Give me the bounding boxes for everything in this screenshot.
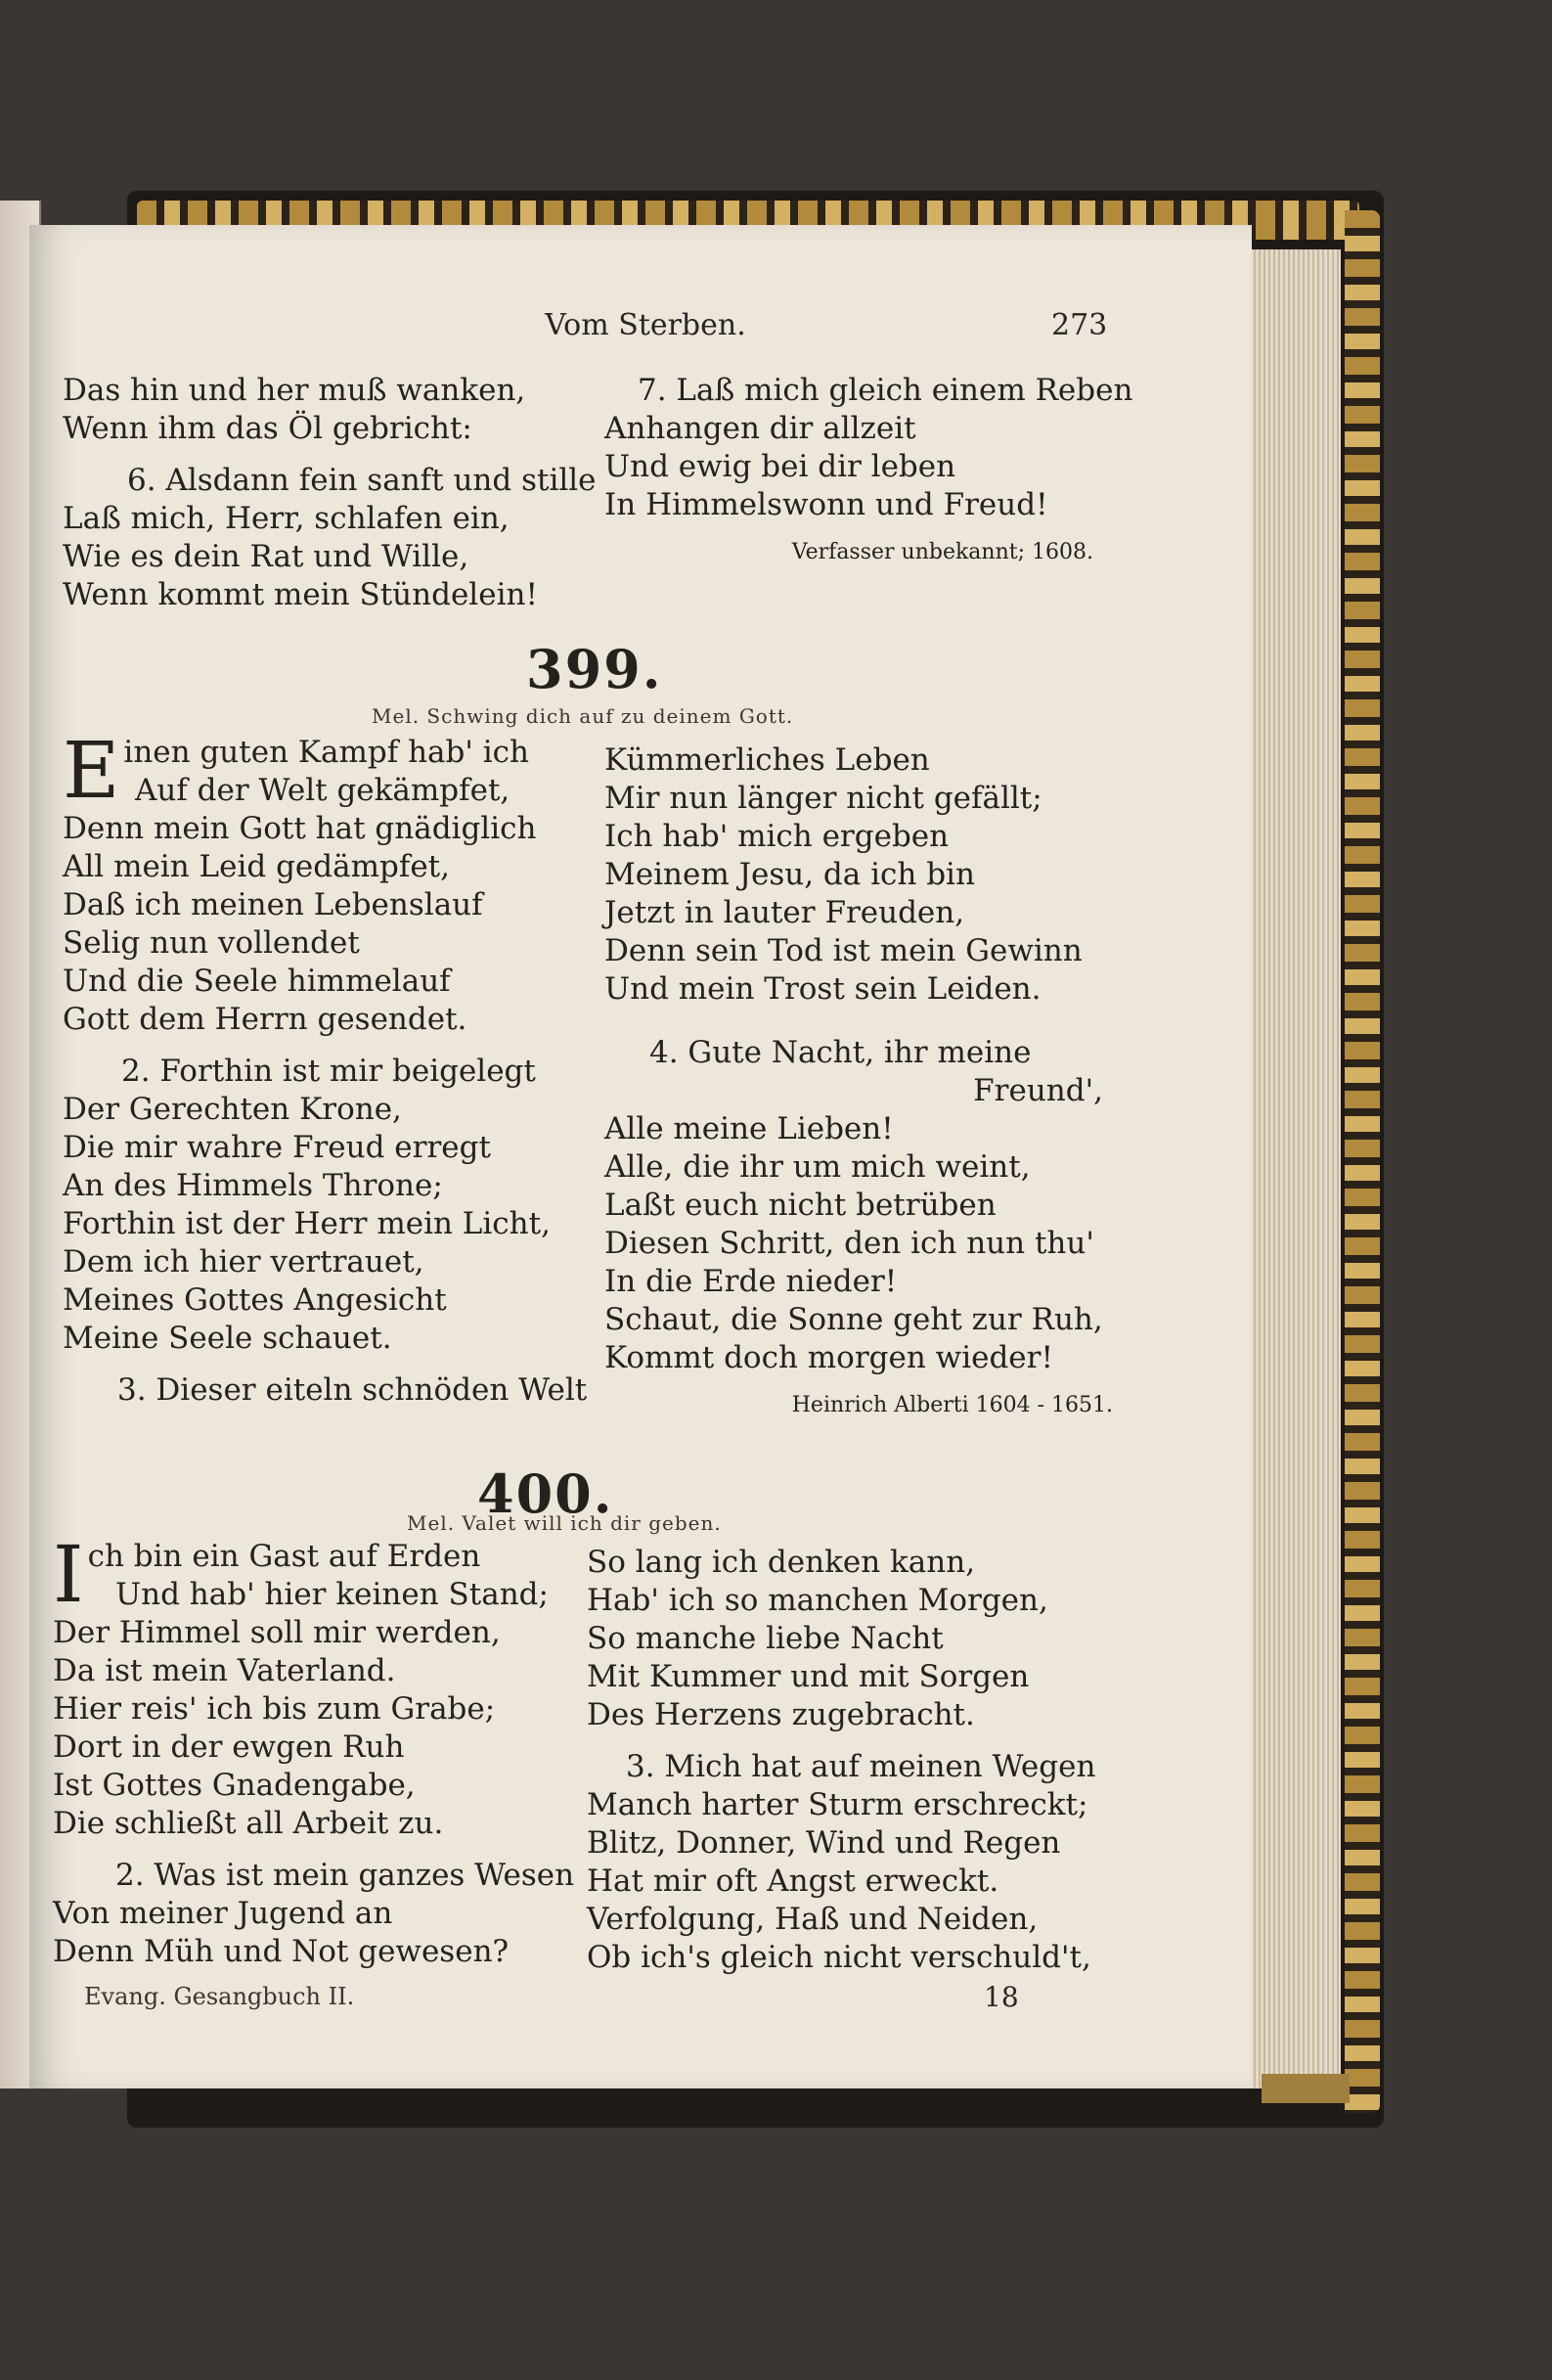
- verse-line: Denn mein Gott hat gnädiglich: [63, 811, 537, 846]
- verse-line: Manch harter Sturm erschreckt;: [587, 1787, 1088, 1822]
- verse-2: [53, 1857, 581, 1971]
- verse-6: [63, 462, 597, 614]
- verse-line: Mir nun länger nicht gefällt;: [604, 781, 1042, 816]
- verse-line: An des Himmels Throne;: [63, 1168, 443, 1203]
- verse-line: Blitz, Donner, Wind und Regen: [587, 1825, 1061, 1861]
- verse-line: Hier reis' ich bis zum Grabe;: [53, 1691, 496, 1727]
- verse-line: 6. Alsdann fein sanft und stille: [127, 463, 597, 498]
- verse-line: Des Herzens zugebracht.: [587, 1697, 975, 1732]
- verse-line: Verfolgung, Haß und Neiden,: [587, 1902, 1039, 1937]
- drop-cap: I: [53, 1529, 84, 1620]
- verse-line: Alle, die ihr um mich weint,: [604, 1149, 1031, 1185]
- verse-3: [587, 1748, 1095, 1977]
- verse-line: 3. Dieser eiteln schnöden Welt: [117, 1372, 588, 1408]
- verse-line: Wie es dein Rat und Wille,: [63, 539, 469, 574]
- signature-mark: 18: [984, 1981, 1019, 2013]
- hymn-399-right-column: [604, 741, 1113, 1420]
- text-line: Das hin und her muß wanken,: [63, 373, 526, 408]
- book-title-footer: Evang. Gesangbuch II.: [84, 1983, 355, 2010]
- verse-line: Die mir wahre Freud erregt: [63, 1130, 491, 1165]
- verse-line: All mein Leid gedämpfet,: [63, 849, 450, 884]
- verse-line: Freund',: [973, 1073, 1103, 1108]
- verse-line: Und die Seele himmelauf: [63, 964, 451, 999]
- verse-line: Schaut, die Sonne geht zur Ruh,: [604, 1302, 1103, 1337]
- verse-line: Alle meine Lieben!: [604, 1111, 894, 1146]
- verse-line: Daß ich meinen Lebenslauf: [63, 887, 483, 922]
- verse-line: Kümmerliches Leben: [604, 742, 930, 778]
- verse-line: Hat mir oft Angst erweckt.: [587, 1864, 999, 1899]
- verse-line: Auf der Welt gekämpfet,: [135, 773, 510, 808]
- gilt-corner: [1262, 2074, 1350, 2103]
- text-line: Wenn ihm das Öl gebricht:: [63, 411, 472, 446]
- verse-line: Die schließt all Arbeit zu.: [53, 1806, 444, 1841]
- verse-line: So manche liebe Nacht: [587, 1621, 944, 1656]
- verse-line: Meinem Jesu, da ich bin: [604, 857, 975, 892]
- verse-line: Ob ich's gleich nicht verschuld't,: [587, 1940, 1091, 1975]
- hymn-number: 399.: [526, 638, 663, 700]
- verse-line: Meine Seele schauet.: [63, 1321, 392, 1356]
- verse-line: Hab' ich so manchen Morgen,: [587, 1583, 1048, 1618]
- hymn-400-right-column: [587, 1544, 1095, 1977]
- page-title: Vom Sterben.: [545, 308, 746, 342]
- gilt-border-right: [1345, 210, 1380, 2113]
- verse-line: Denn Müh und Not gewesen?: [53, 1934, 510, 1969]
- verse-line: 7. Laß mich gleich einem Reben: [638, 373, 1133, 408]
- verse-line: Laß mich, Herr, schlafen ein,: [63, 501, 510, 536]
- author-credit: Verfasser unbekannt; 1608.: [791, 540, 1093, 564]
- first-line-text: inen guten Kampf hab' ich: [123, 735, 530, 770]
- verse-line: In Himmelswonn und Freud!: [604, 487, 1048, 522]
- author-credit: Heinrich Alberti 1604 - 1651.: [791, 1393, 1113, 1417]
- verse-line: Von meiner Jugend an: [53, 1896, 393, 1931]
- verse-line: Meines Gottes Angesicht: [63, 1282, 447, 1318]
- verse-line: Mit Kummer und mit Sorgen: [587, 1659, 1030, 1694]
- page-number: 273: [1051, 308, 1108, 342]
- hymn-number: 400.: [477, 1462, 614, 1525]
- verse-line: Ich hab' mich ergeben: [604, 819, 950, 854]
- verse-line: 2. Forthin ist mir beigelegt: [121, 1054, 536, 1089]
- verse-4: [604, 1034, 1113, 1377]
- hymn-399-left-column: [63, 725, 591, 1410]
- top-left-column: [63, 372, 597, 614]
- verse-line: Laßt euch nicht betrüben: [604, 1188, 997, 1223]
- verse-line: Selig nun vollendet: [63, 925, 360, 961]
- verse-line: 4. Gute Nacht, ihr meine: [649, 1035, 1032, 1070]
- verse-2: [63, 1053, 591, 1358]
- verse-line: Forthin ist der Herr mein Licht,: [63, 1206, 551, 1241]
- page-edges: [1250, 249, 1341, 2088]
- verse-line: Anhangen dir allzeit: [604, 411, 916, 446]
- verse-line: So lang ich denken kann,: [587, 1545, 976, 1580]
- melody-note: Mel. Schwing dich auf zu deinem Gott.: [372, 704, 794, 728]
- verse-line: Der Himmel soll mir werden,: [53, 1615, 501, 1650]
- verse-line: Und hab' hier keinen Stand;: [115, 1577, 549, 1612]
- verse-line: Da ist mein Vaterland.: [53, 1653, 396, 1688]
- melody-note: Mel. Valet will ich dir geben.: [407, 1511, 722, 1535]
- verse-line: Wenn kommt mein Stündelein!: [63, 577, 538, 612]
- verse-line: Kommt doch morgen wieder!: [604, 1340, 1053, 1375]
- verse-line: Und ewig bei dir leben: [604, 449, 956, 484]
- drop-cap: E: [63, 725, 120, 816]
- book-page: [29, 225, 1252, 2088]
- verse-line: 2. Was ist mein ganzes Wesen: [115, 1858, 575, 1893]
- verse-line: Dem ich hier vertrauet,: [63, 1244, 424, 1280]
- verse-line: Diesen Schritt, den ich nun thu': [604, 1226, 1094, 1261]
- verse-line: Denn sein Tod ist mein Gewinn: [604, 933, 1083, 968]
- running-header: [29, 308, 1252, 357]
- first-line-text: ch bin ein Gast auf Erden: [87, 1539, 481, 1574]
- verse-line: Gott dem Herrn gesendet.: [63, 1002, 467, 1037]
- verse-line: Ist Gottes Gnadengabe,: [53, 1768, 416, 1803]
- verse-line: Der Gerechten Krone,: [63, 1092, 402, 1127]
- verse-line: In die Erde nieder!: [604, 1264, 898, 1299]
- verse-line: 3. Mich hat auf meinen Wegen: [626, 1749, 1096, 1784]
- verse-line: Dort in der ewgen Ruh: [53, 1729, 405, 1765]
- verse-line: Und mein Trost sein Leiden.: [604, 971, 1042, 1007]
- verse-line: Jetzt in lauter Freuden,: [604, 895, 965, 930]
- top-right-column: [604, 372, 1133, 567]
- hymn-400-left-column: [53, 1529, 581, 1971]
